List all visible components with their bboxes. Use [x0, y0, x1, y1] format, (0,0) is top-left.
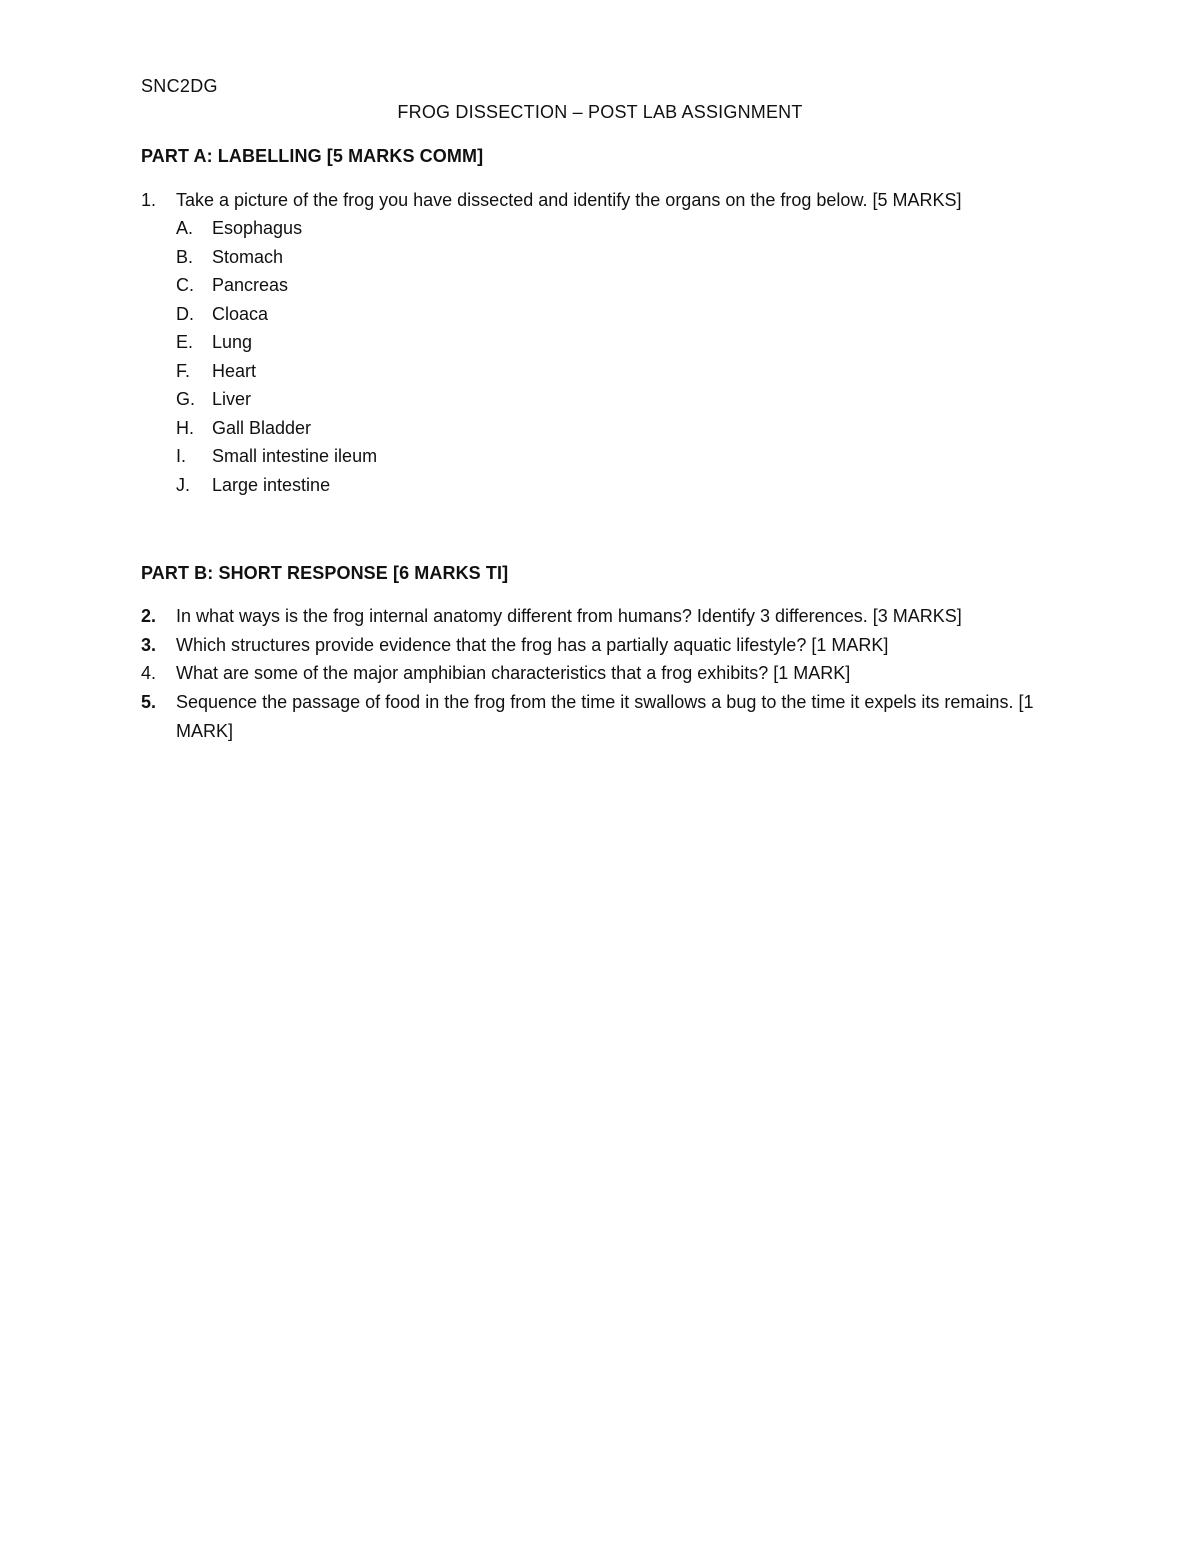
organ-name: Pancreas — [212, 275, 289, 295]
organ-name: Esophagus — [212, 218, 303, 238]
organ-name: Small intestine ileum — [212, 446, 378, 466]
organ-letter: I. — [176, 446, 187, 466]
list-item — [176, 243, 377, 272]
organ-list — [176, 214, 377, 499]
organ-letter: F. — [176, 360, 191, 381]
question-text: Sequence the passage of food in the frog from the time it swallows a bug to the time it expels its remains. [1 MARK] — [176, 692, 1034, 741]
part-b-heading: PART B: SHORT RESPONSE [6 MARKS TI] — [141, 563, 509, 583]
question-1 — [141, 186, 1081, 215]
question-text: In what ways is the frog internal anatomy different from humans? Identify 3 differences. [3 MARKS] — [176, 606, 962, 626]
list-item — [176, 300, 377, 329]
organ-name: Stomach — [212, 246, 284, 267]
question-number: 2. — [141, 606, 157, 626]
list-item — [176, 357, 377, 386]
organ-name: Large intestine — [212, 474, 331, 495]
question-text: What are some of the major amphibian characteristics that a frog exhibits? [1 MARK] — [176, 663, 851, 683]
organ-letter: H. — [176, 417, 194, 438]
organ-letter: G. — [176, 389, 196, 409]
question-text: Take a picture of the frog you have dissected and identify the organs on the frog below. [5 MARKS] — [176, 190, 962, 210]
question-number: 5. — [141, 692, 157, 712]
list-item — [176, 442, 377, 471]
organ-letter: J. — [176, 474, 191, 495]
organ-name: Lung — [212, 332, 253, 352]
question-number: 4. — [141, 663, 157, 683]
organ-letter: B. — [176, 246, 194, 267]
list-item — [176, 271, 377, 300]
list-item — [176, 385, 377, 414]
question-number: 1. — [141, 190, 157, 210]
part-a-heading: PART A: LABELLING [5 MARKS COMM] — [141, 146, 484, 166]
organ-letter: C. — [176, 275, 194, 295]
organ-name: Liver — [212, 389, 252, 409]
question-3 — [141, 631, 1081, 660]
organ-name: Cloaca — [212, 303, 269, 324]
question-2 — [141, 602, 1081, 631]
organ-letter: A. — [176, 218, 194, 238]
organ-name: Gall Bladder — [212, 417, 312, 438]
question-text: Which structures provide evidence that the frog has a partially aquatic lifestyle? [1 MARK] — [176, 635, 889, 655]
question-4 — [141, 659, 1081, 688]
list-item — [176, 414, 377, 443]
document-title: FROG DISSECTION – POST LAB ASSIGNMENT — [397, 102, 803, 122]
organ-letter: D. — [176, 303, 194, 324]
organ-name: Heart — [212, 360, 257, 381]
course-code: SNC2DG — [141, 76, 218, 96]
question-5 — [141, 688, 1081, 745]
organ-letter: E. — [176, 332, 194, 352]
list-item — [176, 214, 377, 243]
list-item — [176, 328, 377, 357]
list-item — [176, 471, 377, 500]
question-number: 3. — [141, 635, 157, 655]
